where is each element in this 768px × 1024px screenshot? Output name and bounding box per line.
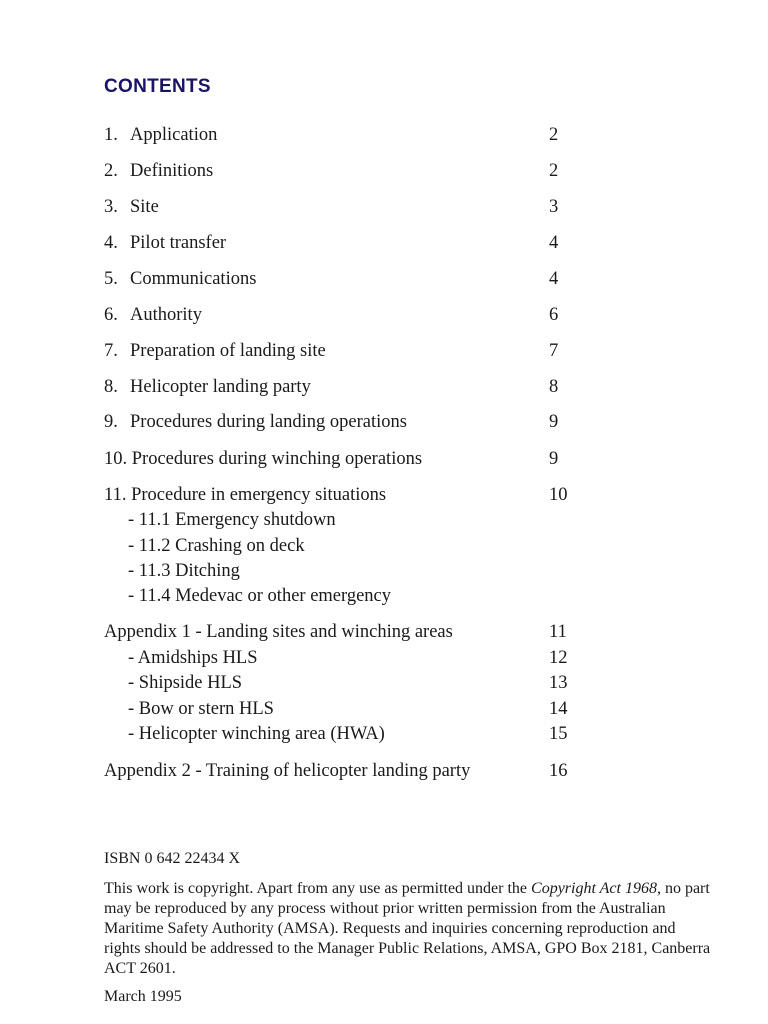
toc-entry bbox=[104, 410, 574, 434]
toc-subentry bbox=[104, 671, 574, 695]
toc-entry bbox=[104, 303, 574, 327]
toc-entry-title: Definitions bbox=[130, 161, 214, 181]
toc-entry-number: 2. bbox=[104, 161, 118, 181]
toc-subentry bbox=[104, 722, 574, 746]
toc-entry-page: 10 bbox=[549, 485, 568, 505]
toc-entry-page: 4 bbox=[549, 269, 559, 289]
toc-subentry-title: - 11.1 Emergency shutdown bbox=[128, 510, 336, 530]
toc-entry-title: Preparation of landing site bbox=[130, 341, 326, 361]
toc-entry-number: 5. bbox=[104, 269, 118, 289]
toc-entry bbox=[104, 159, 574, 183]
copyright-text-end: , no part may be reproduced by any process without prior written permission from the Australian Maritime Safety Authority (AMSA). Requests and inquiries concerning reproduction and rights should be addressed to the Manager Public Relations, AMSA, GPO Box 2181, Canberra ACT 2601. bbox=[104, 880, 711, 977]
toc-entry-page: 2 bbox=[549, 161, 559, 181]
toc-subentry-title: - 11.4 Medevac or other emergency bbox=[128, 586, 392, 606]
copyright-text-start: This work is copyright. Apart from any use as permitted under the bbox=[104, 880, 532, 897]
toc-subentry bbox=[104, 559, 574, 583]
toc-subentry bbox=[104, 697, 574, 721]
toc-subentry bbox=[104, 534, 574, 558]
toc-entry bbox=[104, 483, 574, 507]
toc-entry-page: 7 bbox=[549, 341, 559, 361]
toc-entry-title: Appendix 1 - Landing sites and winching areas bbox=[104, 622, 453, 642]
toc-entry bbox=[104, 447, 574, 471]
toc-appendix-entry bbox=[104, 620, 574, 644]
toc-entry-number: 3. bbox=[104, 197, 118, 217]
toc-subentry-title: - Bow or stern HLS bbox=[128, 699, 274, 719]
toc-entry-page: 11 bbox=[549, 622, 567, 642]
toc-subentry-title: - Helicopter winching area (HWA) bbox=[128, 724, 385, 744]
toc-subentry-page: 15 bbox=[549, 724, 568, 744]
toc-subentry-title: - Amidships HLS bbox=[128, 648, 258, 668]
toc-entry-title: Site bbox=[130, 197, 159, 217]
toc-entry-page: 2 bbox=[549, 125, 559, 145]
toc-entry-number: 8. bbox=[104, 377, 118, 397]
toc-entry-number: 10. bbox=[104, 449, 128, 469]
toc-entry bbox=[104, 195, 574, 219]
toc-entry-number: 6. bbox=[104, 305, 118, 325]
copyright-notice bbox=[104, 879, 714, 979]
copyright-act-title: Copyright Act 1968 bbox=[531, 880, 657, 897]
toc-entry-number: 4. bbox=[104, 233, 118, 253]
toc-entry-title: Procedures during winching operations bbox=[131, 449, 423, 469]
toc-entry-title: Appendix 2 - Training of helicopter landing party bbox=[104, 761, 471, 781]
toc-subentry bbox=[104, 508, 574, 532]
toc-entry-page: 9 bbox=[549, 412, 559, 432]
toc-subentry-page: 12 bbox=[549, 648, 568, 668]
toc-entry-number: 1. bbox=[104, 125, 118, 145]
toc-entry-number: 11. bbox=[104, 485, 127, 505]
toc-subentry bbox=[104, 646, 574, 670]
toc-entry-page: 6 bbox=[549, 305, 559, 325]
isbn-line: ISBN 0 642 22434 X bbox=[104, 850, 241, 867]
toc-entry-title: Communications bbox=[130, 269, 257, 289]
toc-subentry-title: - 11.2 Crashing on deck bbox=[128, 536, 305, 556]
toc-entry-title: Procedure in emergency situations bbox=[131, 485, 387, 505]
page-title: CONTENTS bbox=[104, 76, 211, 97]
toc-subentry-title: - 11.3 Ditching bbox=[128, 561, 240, 581]
toc-subentry-title: - Shipside HLS bbox=[128, 673, 243, 693]
toc-entry bbox=[104, 339, 574, 363]
toc-entry bbox=[104, 267, 574, 291]
toc-entry bbox=[104, 375, 574, 399]
toc-entry-number: 9. bbox=[104, 412, 118, 432]
publication-date: March 1995 bbox=[104, 988, 182, 1005]
toc-entry-title: Pilot transfer bbox=[130, 233, 227, 253]
toc-entry bbox=[104, 231, 574, 255]
toc-entry-page: 16 bbox=[549, 761, 568, 781]
toc-entry bbox=[104, 123, 574, 147]
toc-entry-number: 7. bbox=[104, 341, 118, 361]
toc-entry-page: 3 bbox=[549, 197, 559, 217]
toc-entry-title: Procedures during landing operations bbox=[130, 412, 407, 432]
toc-entry-page: 8 bbox=[549, 377, 559, 397]
toc-subentry-page: 14 bbox=[549, 699, 568, 719]
toc-entry-title: Application bbox=[130, 125, 218, 145]
toc-entry-page: 4 bbox=[549, 233, 559, 253]
toc-appendix-entry bbox=[104, 759, 574, 783]
toc-entry-title: Helicopter landing party bbox=[130, 377, 311, 397]
toc-subentry bbox=[104, 584, 574, 608]
toc-entry-page: 9 bbox=[549, 449, 559, 469]
toc-entry-title: Authority bbox=[130, 305, 202, 325]
toc-subentry-page: 13 bbox=[549, 673, 568, 693]
